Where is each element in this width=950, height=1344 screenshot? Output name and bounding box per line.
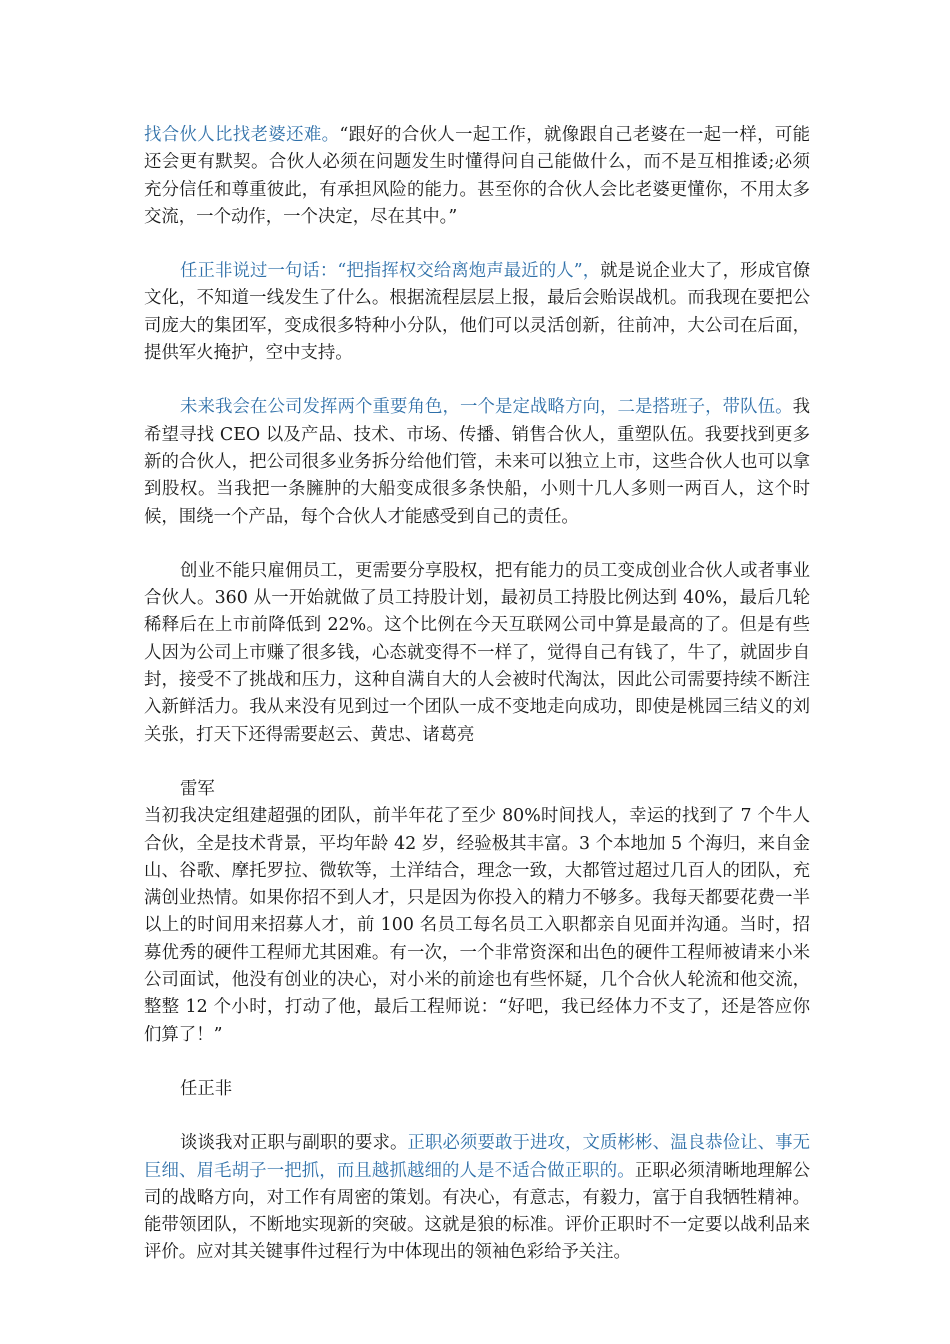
paragraph-2 [144, 258, 810, 367]
paragraph-text: 就是说企业大了，形成官僚文化，不知道一线发生了什么。根据流程层层上报，最后会贻误战机。而我现在要把公司庞大的集团军，变成很多特种小分队，他们可以灵活创新，往前冲，大公司在后面，提供军火掩护，空中支持。 [144, 261, 810, 364]
paragraph-text: 创业不能只雇佣员工，更需要分享股权，把有能力的员工变成创业合伙人或者事业合伙人。360 从一开始就做了员工持股计划，最初员工持股比例达到 40%，最后几轮稀释后在上市前降低到 22%。这个比例在今天互联网公司中算是最高的了。但是有些人因为公司上市赚了很多钱，心态就变得不一样了，觉得自己有钱了，牛了，就固步自封，接受不了挑战和压力，这种自满自大的人会被时代淘汰，因此公司需要持续不断注入新鲜活力。我从来没有见到过一个团队一成不变地走向成功，即使是桃园三结义的刘关张，打天下还得需要赵云、黄忠、诸葛亮 [144, 560, 810, 745]
highlighted-text: 正职必须要敢于进攻，文质彬彬、温良恭俭让、事无巨细、眉毛胡子一把抓，而且越抓越细的人是不适合做正职的。 [144, 1133, 810, 1181]
highlighted-text: 未来我会在公司发挥两个重要角色，一个是定战略方向，二是搭班子，带队伍。 [180, 397, 793, 418]
paragraph-5: 当初我决定组建超强的团队，前半年花了至少 80%时间找人，幸运的找到了 7 个牛人合伙，全是技术背景，平均年龄 42 岁，经验极其丰富。3 个本地加 5 个海归，来自金山、谷歌、摩托罗拉、微软等，土洋结合，理念一致，大都管过超过几百人的团队，充满创业热情。如果你招不到人才，只是因为你投入的精力不够多。我每天都要花费一半以上的时间用来招募人才，前 100 名员工每名员工入职都亲自见面并沟通。当时，招募优秀的硬件工程师尤其困难。有一次，一个非常资深和出色的硬件工程师被请来小米公司面试，他没有创业的决心，对小米的前途也有些怀疑，几个合伙人轮流和他交流，整整 12 个小时，打动了他，最后工程师说：“好吧，我已经体力不支了，还是答应你们算了！” [144, 806, 810, 1045]
document-body [144, 122, 810, 1294]
paragraph-text: “跟好的合伙人一起工作，就像跟自己老婆在一起一样，可能还会更有默契。合伙人必须在问题发生时懂得问自己能做什么，而不是互相推诿;必须充分信任和尊重彼此，有承担风险的能力。甚至你的合伙人会比老婆更懂你，不用太多交流，一个动作，一个决定，尽在其中。” [144, 125, 810, 227]
paragraph-3 [144, 394, 810, 530]
paragraph-lead: 谈谈我对正职与副职的要求。 [180, 1133, 408, 1154]
highlighted-text: 找合伙人比找老婆还难。 [144, 125, 340, 145]
highlighted-text: 任正非说过一句话：“把指挥权交给离炮声最近的人”， [180, 261, 601, 282]
paragraph-4 [144, 558, 810, 749]
paragraph-text: 正职必须清晰地理解公司的战略方向，对工作有周密的策划。有决心，有意志，有毅力，富于自我牺牲精神。能带领团队，不断地实现新的突破。这就是狼的标准。评价正职时不一定要以战利品来评价。应对其关键事件过程行为中体现出的领袖色彩给予关注。 [144, 1160, 810, 1263]
paragraph-text: 我希望寻找 CEO 以及产品、技术、市场、传播、销售合伙人，重塑队伍。我要找到更多新的合伙人，把公司很多业务拆分给他们管，未来可以独立上市，这些合伙人也可以拿到股权。当我把一条臃肿的大船变成很多条快船，小则十几人多则一两百人，这个时候，围绕一个产品，每个合伙人才能感受到自己的责任。 [144, 397, 810, 527]
paragraph-6 [144, 1130, 810, 1266]
paragraph-1 [144, 122, 810, 231]
author-name: 任正非 [180, 1078, 233, 1099]
author-name: 雷军 [180, 778, 215, 799]
